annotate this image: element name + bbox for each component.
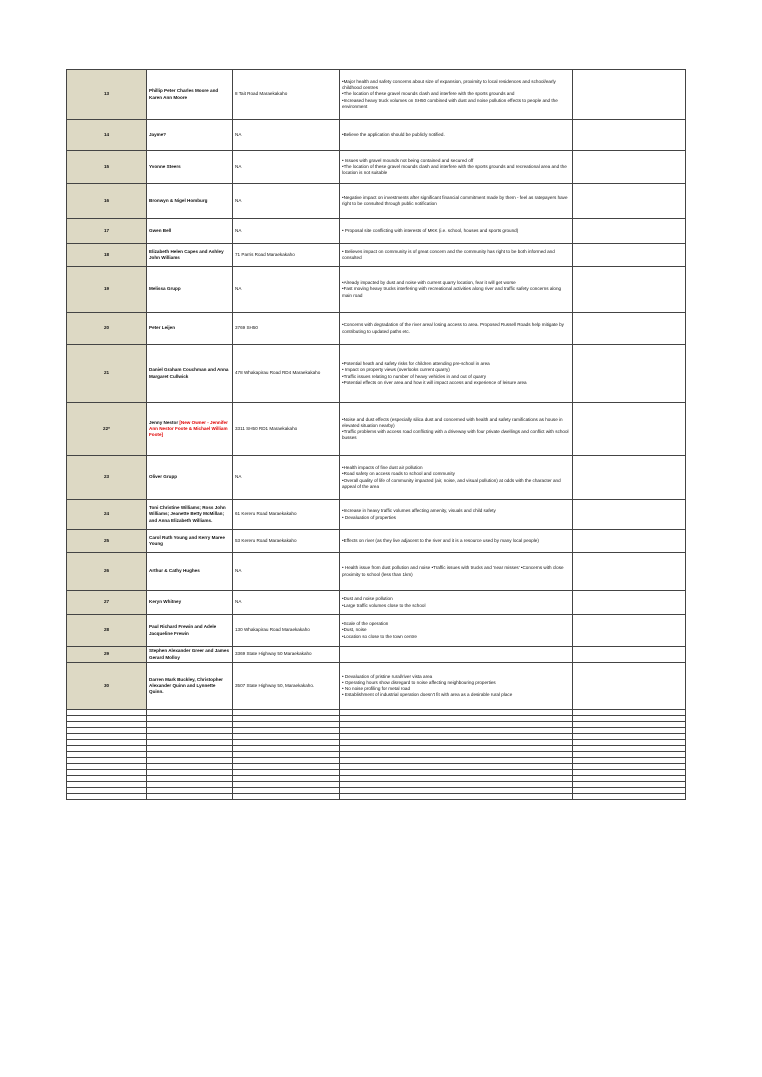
submitter-number: 26	[67, 553, 147, 591]
submitter-concerns	[340, 151, 573, 184]
concern-line: •The location of these gravel mounds clash and interfere with the sports grounds and	[342, 91, 515, 97]
submitter-name: Yvonne Steers	[147, 151, 233, 184]
concern-line: •Potential effects on river area and how it will impact access and experience of leisure area	[342, 379, 527, 385]
concern-line: •Negative impact on investments after significant financial commitment made by them - feel as ratepayers have right to be consulted through public notification	[342, 194, 568, 206]
table-row	[67, 663, 686, 710]
table-row	[67, 553, 686, 591]
table-row	[67, 647, 686, 663]
submitter-address: NA	[233, 219, 340, 244]
table-row	[67, 267, 686, 313]
table-row	[67, 345, 686, 403]
submitter-address: NA	[233, 591, 340, 615]
submitter-concerns	[340, 615, 573, 647]
submitter-name: Gwen Bell	[147, 219, 233, 244]
table-row	[67, 184, 686, 219]
concern-line: •Dust and noise pollution	[342, 596, 393, 602]
submitter-number: 24	[67, 500, 147, 530]
table-row	[67, 219, 686, 244]
notes-cell	[573, 244, 686, 267]
notes-cell	[573, 591, 686, 615]
notes-cell	[573, 313, 686, 345]
submitter-concerns	[340, 120, 573, 151]
submitter-name: Stephen Alexander Greer and James Gerard Molloy	[147, 647, 233, 663]
submitter-concerns	[340, 500, 573, 530]
submitter-number: 27	[67, 591, 147, 615]
concern-line: •The location of these gravel mounds clash and interfere with the sports grounds and recreational area and the location is not suitable	[342, 163, 567, 176]
notes-cell	[573, 647, 686, 663]
submitter-concerns	[340, 456, 573, 500]
concern-line: •Dust, noise	[342, 627, 367, 633]
table-row	[67, 403, 686, 456]
concern-line: • Health issue from dust pollution and noise •Traffic issues with trucks and 'near misses' •Concerns with close proximity to school (less than 1km)	[342, 565, 564, 577]
submitter-number: 17	[67, 219, 147, 244]
submissions-table	[66, 69, 686, 800]
concern-line: • Establishment of industrial operation doesn't fit with area as a desirable rural place	[342, 692, 513, 698]
concern-line: • Operating hours show disregard to noise affecting neighbouring properties	[342, 679, 496, 685]
submitter-number: 16	[67, 184, 147, 219]
submitter-name: Darren Mark Buckley, Christopher Alexander Quinn and Lynnette Quinn.	[147, 663, 233, 710]
concern-line: • Proposal site conflicting with interests of MKK (i.e. school, houses and sports ground)	[342, 227, 519, 233]
submitter-name: Elizabeth Helen Capes and Ashley John Williams	[147, 244, 233, 267]
submitter-name: Oliver Grupp	[147, 456, 233, 500]
submitter-concerns	[340, 345, 573, 403]
notes-cell	[573, 456, 686, 500]
concern-line: •Concerns with degradation of the river area/ losing access to area. Proposed Russell Roads help mitigate by contributing to updated paths etc.	[342, 322, 564, 334]
concern-line: •Traffic problems with access road conflicting with a driveway with four private dwellings and conflict with school busses	[342, 429, 569, 441]
submitter-address: 3369 State Highway 50 Maraekakaho	[233, 647, 340, 663]
submitter-number: 25	[67, 530, 147, 553]
submitter-number: 19	[67, 267, 147, 313]
submitter-concerns	[340, 184, 573, 219]
submitter-address: NA	[233, 184, 340, 219]
table-row	[67, 120, 686, 151]
notes-cell	[573, 663, 686, 710]
new-owner-note: [New Owner - Jennifer Ann Nestor Foote & Michael William Foote]	[149, 419, 228, 438]
submitter-name: Paul Richard Frewin and Adele Jacqueline Frewin	[147, 615, 233, 647]
submitter-concerns	[340, 530, 573, 553]
submitter-name: Jayme?	[147, 120, 233, 151]
concern-line: • Believes impact on community is of great concern and the community has right to be both informed and consulted	[342, 248, 555, 260]
table-row	[67, 313, 686, 345]
notes-cell	[573, 530, 686, 553]
table-row	[67, 70, 686, 120]
table-row	[67, 456, 686, 500]
notes-cell	[573, 267, 686, 313]
table-row	[67, 244, 686, 267]
notes-cell	[573, 345, 686, 403]
submitter-address: NA	[233, 151, 340, 184]
submitter-name: Daniel Graham Couchman and Anna Margaret Cullwick	[147, 345, 233, 403]
concern-line: •Noise and dust effects (especially silica dust and concerned with health and safety ramifications as house in elevated situation nearby)	[342, 416, 563, 428]
concern-line: •Traffic issues relating to number of heavy vehicles in and out of quarry	[342, 373, 487, 379]
submitter-name: Toni Christine Williams; Ross John Williams; Jeanette Betty McMillan; and Anna Elizabeth Williams.	[147, 500, 233, 530]
table-row	[67, 500, 686, 530]
submitter-address: 8 Tait Road Maraekakaho	[233, 70, 340, 120]
concern-line: •Major health and safety concerns about size of expansion, proximity to local residences and school/early childhood centres	[342, 79, 556, 91]
submitter-concerns	[340, 553, 573, 591]
submitter-name: Peter Leijen	[147, 313, 233, 345]
notes-cell	[573, 184, 686, 219]
submitter-address: 61 Kereru Road Maraekakaho	[233, 500, 340, 530]
submitter-address: 3311 SH50 RD1 Maraekakaho	[233, 403, 340, 456]
submitter-number: 30	[67, 663, 147, 710]
submitter-number: 15	[67, 151, 147, 184]
submitter-address: 53 Kereru Road Maraekakaho	[233, 530, 340, 553]
notes-cell	[573, 120, 686, 151]
notes-cell	[573, 500, 686, 530]
concern-line: • No noise profiling for metal road	[342, 686, 410, 691]
submitter-number: 14	[67, 120, 147, 151]
notes-cell	[573, 403, 686, 456]
table-row	[67, 530, 686, 553]
submitter-address: NA	[233, 553, 340, 591]
submitter-concerns	[340, 70, 573, 120]
table-row	[67, 591, 686, 615]
submitter-concerns	[340, 403, 573, 456]
notes-cell	[573, 553, 686, 591]
submitter-number: 20	[67, 313, 147, 345]
submitter-name: Bronwyn & Nigel Homburg	[147, 184, 233, 219]
table-row	[67, 615, 686, 647]
submitter-concerns	[340, 219, 573, 244]
concern-line: •Fast moving heavy trucks interfering with recreational activities along river and traffic safety concerns along main road	[342, 286, 562, 298]
submitter-address: 3507 State Highway 50, Maraekakaho.	[233, 663, 340, 710]
concern-line: •Overall quality of life of community impacted (air, noise, and visual pollution) at odds with the character and appeal of the area	[342, 477, 561, 489]
submitter-address: NA	[233, 267, 340, 313]
concern-line: •Health impacts of fine dust air pollution	[342, 465, 423, 471]
concern-line: •Scale of the operation	[342, 621, 389, 627]
concern-line: • Impact on property views (overlooks current quarry)	[342, 367, 450, 373]
submitter-concerns	[340, 244, 573, 267]
submitter-number: 13	[67, 70, 147, 120]
concern-line: • Issues with gravel mounds not being contained and secured off	[342, 157, 474, 163]
submitter-number: 22*	[67, 403, 147, 456]
submitter-address: NA	[233, 456, 340, 500]
submitter-concerns	[340, 267, 573, 313]
notes-cell	[573, 219, 686, 244]
submitter-concerns	[340, 591, 573, 615]
concern-line: •Location so close to the town centre	[342, 633, 417, 639]
submitter-name: Melissa Grupp	[147, 267, 233, 313]
concern-line: •Believe the application should be publicly notified.	[342, 131, 445, 137]
concern-line: •Potential heath and safety risks for children attending pre-school in area	[342, 361, 490, 367]
concern-line: • Devaluation of pristine rural/river vista area	[342, 673, 433, 679]
submitter-address: NA	[233, 120, 340, 151]
submitter-concerns	[340, 663, 573, 710]
submitter-concerns	[340, 313, 573, 345]
submitter-name	[147, 403, 233, 456]
notes-cell	[573, 70, 686, 120]
submitter-number: 18	[67, 244, 147, 267]
concern-line: •Increased heavy truck volumes on SH50 combined with dust and noise pollution effects to people and the environment	[342, 97, 558, 109]
submitter-name: Phillip Peter Charles Moore and Karen Ann Moore	[147, 70, 233, 120]
submitter-number: 21	[67, 345, 147, 403]
submitter-address: 71 Parris Road Maraekakaho	[233, 244, 340, 267]
notes-cell	[573, 151, 686, 184]
submitter-concerns	[340, 647, 573, 663]
submitter-number: 29	[67, 647, 147, 663]
submitter-number: 28	[67, 615, 147, 647]
concern-line: •Large traffic volumes close to the school	[342, 602, 426, 608]
blank-row	[67, 794, 686, 800]
submitter-name: Keryn Whitney	[147, 591, 233, 615]
submitter-name: Carol Ruth Young and Kerry Maree Young	[147, 530, 233, 553]
submitter-name-text: Jenny Nestor	[149, 419, 179, 425]
table-row	[67, 151, 686, 184]
submitter-name: Arthur & Cathy Hughes	[147, 553, 233, 591]
concern-line: •Road safety on access roads to school and community	[342, 471, 455, 477]
concern-line: • Devaluation of properties	[342, 514, 396, 520]
concern-line: •Already impacted by dust and noise with current quarry location, fear it will get worse	[342, 280, 516, 286]
concern-line: •Effects on river (as they live adjacent to the river and it is a resource used by many local people)	[342, 537, 539, 543]
submitter-address: 478 Whakapirau Road RD4 Maraekakaho	[233, 345, 340, 403]
notes-cell	[573, 615, 686, 647]
submitter-address: 130 Whakapirau Road Maraekakaho	[233, 615, 340, 647]
concern-line: •Increase in heavy traffic volumes affecting amenity, visuals and child safety	[342, 508, 496, 514]
submitter-number: 23	[67, 456, 147, 500]
submitter-address: 3769 SH50	[233, 313, 340, 345]
submissions-table-body	[67, 70, 686, 800]
